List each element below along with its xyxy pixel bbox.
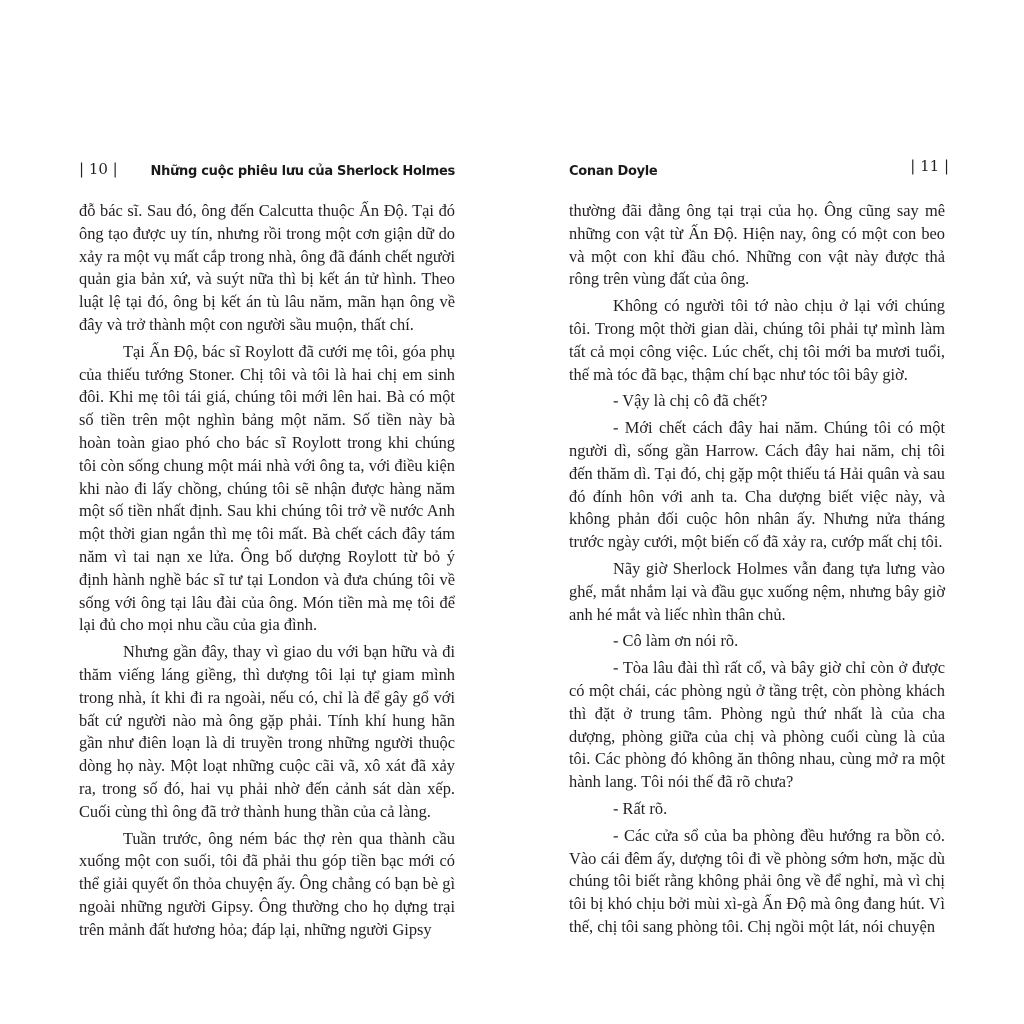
right-page-body	[569, 200, 945, 943]
running-title: Những cuộc phiêu lưu của Sherlock Holmes	[150, 164, 455, 179]
dialogue-line: - Các cửa sổ của ba phòng đều hướng ra bồn cỏ. Vào cái đêm ấy, dượng tôi đi về phòng sớm hơn, mặc dù chúng tôi biết rằng không phải ông về để nghỉ, mà vì chị tôi bị khó chịu bởi mùi xì-gà Ấn Độ mà ông đang hút. Vì thế, chị tôi sang phòng tôi. Chị ngồi một lát, nói chuyện	[569, 825, 945, 936]
paragraph: Tuần trước, ông ném bác thợ rèn qua thành cầu xuống một con suối, tôi đã phải thu góp tiền bạc mới có thể giải quyết ổn thỏa chuyện ấy. Ông chẳng có bạn bè gì ngoài những người Gipsy. Ông thường cho họ dựng trại trên mảnh đất hương hỏa; đáp lại, những người Gipsy	[79, 828, 455, 939]
paragraph: Nãy giờ Sherlock Holmes vẫn đang tựa lưng vào ghế, mắt nhắm lại và đầu gục xuống nệm, nhưng bây giờ anh hé mắt và liếc nhìn thân chủ.	[569, 558, 945, 624]
page-number: | 10 |	[79, 160, 118, 178]
running-title: Conan Doyle	[569, 164, 658, 179]
dialogue-line: - Vậy là chị cô đã chết?	[613, 391, 768, 411]
paragraph: Tại Ấn Độ, bác sĩ Roylott đã cưới mẹ tôi, góa phụ của thiếu tướng Stoner. Chị tôi và tôi là hai chị em sinh đôi. Khi mẹ tôi tái giá, chúng tôi mới lên hai. Bà có một số tiền trên một nghìn bảng một năm. Số tiền này bà hoàn toàn giao phó cho bác sĩ Roylott trong khi chúng tôi còn sống chung một mái nhà với ông ta, với điều kiện khi nào đi lấy chồng, chúng tôi sẽ nhận được hàng năm một số tiền nhất định. Sau khi chúng tôi trở về nước Anh một thời gian ngắn thì mẹ tôi mất. Bà chết cách đây tám năm vì tai nạn xe lửa. Ông bố dượng Roylott từ bỏ ý định hành nghề bác sĩ tư tại London và đưa chúng tôi về sống với ông tại lâu đài của ông. Món tiền mà mẹ tôi để lại đủ cho mọi nhu cầu của gia đình.	[79, 341, 455, 635]
left-page-header	[79, 158, 459, 182]
dialogue-line: - Rất rõ.	[613, 798, 668, 818]
left-page-body	[79, 200, 455, 946]
paragraph: Không có người tôi tớ nào chịu ở lại với chúng tôi. Trong một thời gian dài, chúng tôi phải tự mình làm tất cả mọi công việc. Lúc chết, chị tôi mới ba mươi tuổi, thế mà tóc đã bạc, thậm chí bạc như tóc tôi bây giờ.	[569, 296, 945, 384]
dialogue-line: - Mới chết cách đây hai năm. Chúng tôi có một người dì, sống gần Harrow. Cách đây hai năm, chị tôi đến thăm dì. Tại đó, chị gặp một thiếu tá Hải quân và sau đó đính hôn với anh ta. Cha dượng biết việc này, và không phản đối cuộc hôn nhân ấy. Nhưng nửa tháng trước ngày cưới, một biến cố đã xảy ra, cướp mất chị tôi.	[569, 418, 945, 552]
right-page-header	[569, 158, 949, 182]
paragraph: Nhưng gần đây, thay vì giao du với bạn hữu và đi thăm viếng láng giềng, thì dượng tôi lại tự giam mình trong nhà, ít khi đi ra ngoài, nếu có, chỉ là để gây gổ với bất cứ người nào mà ông gặp phải. Tính khí hung hãn gần như điên loạn là di truyền trong những người thuộc dòng họ này. Một loạt những cuộc cãi vã, xô xát đã xảy ra, trong số đó, hai vụ phải nhờ đến cảnh sát dàn xếp. Cuối cùng thì ông đã trở thành hung thần của cả làng.	[79, 642, 455, 821]
dialogue-line: - Tòa lâu đài thì rất cổ, và bây giờ chỉ còn ở được có một chái, các phòng ngủ ở tầng trệt, còn phòng khách thì đặt ở trung tâm. Phòng ngủ thứ nhất là của cha dượng, phòng giữa của chị và phòng cuối cùng là của tôi. Các phòng đó không ăn thông nhau, cùng mở ra một hành lang. Tôi nói thế đã rõ chưa?	[569, 658, 945, 792]
page-number: | 11 |	[910, 157, 949, 175]
paragraph: đỗ bác sĩ. Sau đó, ông đến Calcutta thuộc Ấn Độ. Tại đó ông tạo được uy tín, nhưng rồi trong một cơn giận dữ do xảy ra một vụ mất cắp trong nhà, ông đã đánh chết người quản gia bản xứ, và suýt nữa thì bị kết án tử hình. Theo luật lệ tại đó, ông bị kết án tù lâu năm, mãn hạn ông về đây và trở thành một con người sầu muộn, thất chí.	[79, 201, 455, 334]
paragraph: thường đãi đằng ông tại trại của họ. Ông cũng say mê những con vật từ Ấn Độ. Hiện nay, ông có một con beo và một con khỉ đầu chó. Những con vật này được thả rông trên vùng đất của ông.	[569, 201, 945, 289]
dialogue-line: - Cô làm ơn nói rõ.	[613, 631, 739, 651]
